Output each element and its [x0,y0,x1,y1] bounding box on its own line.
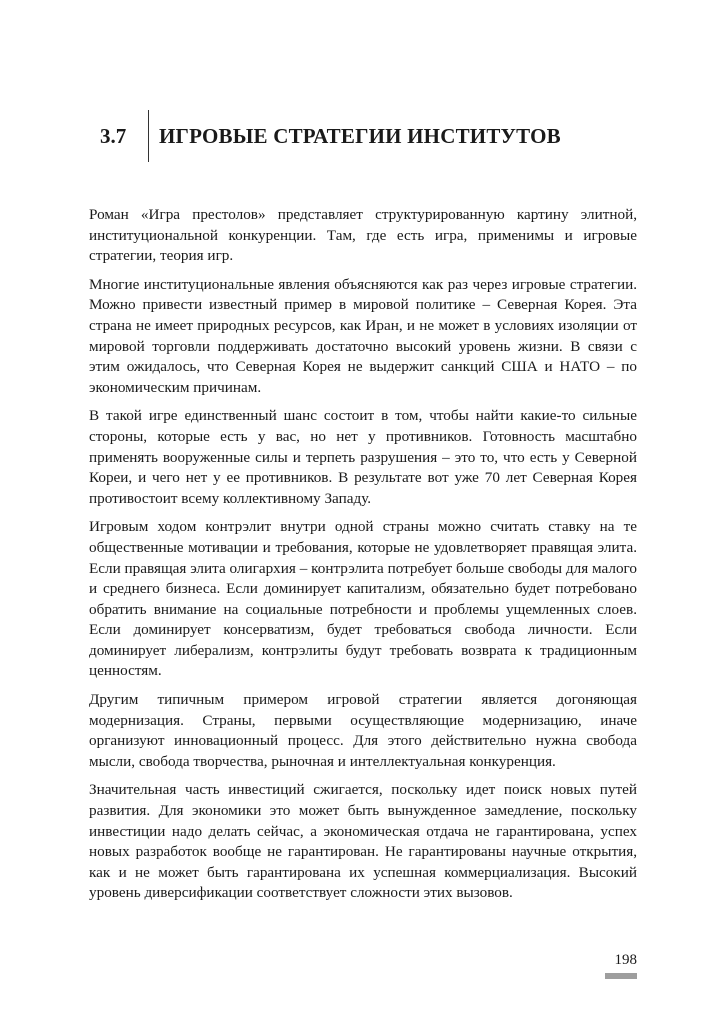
paragraph: Игровым ходом контрэлит внутри одной страны можно считать ставку на те общественные мотивации и требования, которые не удовлетворяет правящая элита. Если правящая элита олигархия – контрэлита потребует больше свободы для малого и среднего бизнеса. Если доминирует капитализм, обязательно будет потребовано обратить внимание на социальные потребности и проблемы ущемленных слоев. Если доминирует консерватизм, будет требоваться свобода личности. Если доминирует либерализм, контрэлиты будут требовать возврата к традиционным ценностям. [89,518,637,680]
page-number: 198 [614,952,637,968]
paragraph: Многие институциональные явления объясняются как раз через игровые стратегии. Можно привести известный пример в мировой политике – Северная Корея. Эта страна не имеет природных ресурсов, как Иран, и не может в условиях изоляции от мировой торговли поддерживать достаточно высокий уровень жизни. В связи с этим ожидалось, что Северная Корея не выдержит санкций США и НАТО – по экономическим причинам. [89,275,637,396]
paragraph: Роман «Игра престолов» представляет структурированную картину элитной, институциональной конкуренции. Там, где есть игра, применимы и игровые стратегии, теория игр. [89,206,637,265]
heading-divider [148,110,149,162]
section-title: ИГРОВЫЕ СТРАТЕГИИ ИНСТИТУТОВ [159,123,561,148]
body-text [89,205,637,912]
page-number-bar [605,973,637,979]
paragraph: Значительная часть инвестиций сжигается, поскольку идет поиск новых путей развития. Для экономики это может быть вынужденное замедление, поскольку инвестиции надо делать сейчас, а экономическая отдача не гарантирована, успех новых разработок вообще не гарантирован. Не гарантированы научные открытия, как и не может быть гарантирована их успешная коммерциализация. Высокий уровень диверсификации соответствует сложности этих вызовов. [89,781,637,902]
paragraph: В такой игре единственный шанс состоит в том, чтобы найти какие-то сильные стороны, которые есть у вас, но нет у противников. Готовность масштабно применять вооруженные силы и терпеть разрушения – это то, что есть у Северной Кореи, и чего нет у ее противников. В результате вот уже 70 лет Северная Корея противостоит всему коллективному Западу. [89,407,637,507]
section-number: 3.7 [100,123,127,148]
section-heading [100,110,561,162]
paragraph: Другим типичным примером игровой стратегии является догоняющая модернизация. Страны, первыми осуществляющие модернизацию, иначе организуют инновационный процесс. Для этого действительно нужна свобода мысли, свобода творчества, рыночная и интеллектуальная конкуренция. [89,691,637,770]
